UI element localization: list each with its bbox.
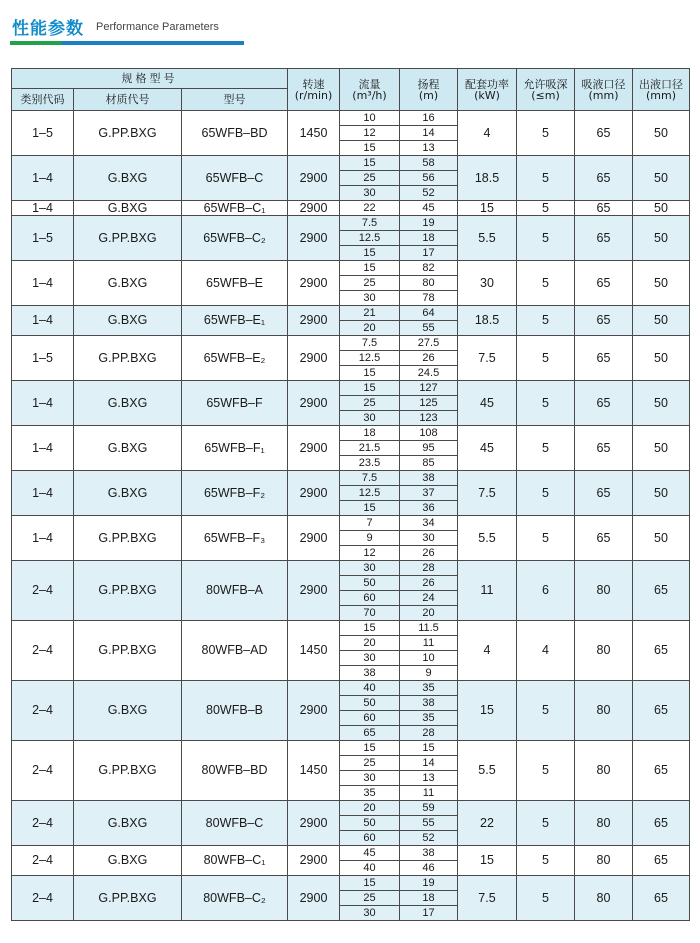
cell-model: 80WFB–A xyxy=(182,561,288,621)
cell-head: 14 xyxy=(400,756,458,771)
cell-speed: 2900 xyxy=(288,306,340,336)
cell-head: 78 xyxy=(400,291,458,306)
cell-flow: 20 xyxy=(340,801,400,816)
cell-suction: 5 xyxy=(517,876,575,921)
cell-power: 7.5 xyxy=(458,876,517,921)
cell-head: 11.5 xyxy=(400,621,458,636)
cell-speed: 2900 xyxy=(288,846,340,876)
table-row xyxy=(12,306,690,321)
cell-material: G.BXG xyxy=(74,681,182,741)
cell-flow: 45 xyxy=(340,846,400,861)
cell-suction: 5 xyxy=(517,381,575,426)
cell-material: G.PP.BXG xyxy=(74,876,182,921)
cell-flow: 35 xyxy=(340,786,400,801)
cell-head: 20 xyxy=(400,606,458,621)
cell-power: 45 xyxy=(458,381,517,426)
cell-power: 45 xyxy=(458,426,517,471)
cell-outlet: 50 xyxy=(633,516,690,561)
cell-flow: 30 xyxy=(340,411,400,426)
cell-flow: 15 xyxy=(340,366,400,381)
cell-head: 9 xyxy=(400,666,458,681)
cell-material: G.BXG xyxy=(74,846,182,876)
cell-suction: 5 xyxy=(517,471,575,516)
header-suction: 允许吸深(≤m) xyxy=(517,69,575,111)
cell-model: 65WFB–F xyxy=(182,381,288,426)
cell-category: 1–5 xyxy=(12,216,74,261)
cell-flow: 12 xyxy=(340,126,400,141)
cell-speed: 1450 xyxy=(288,741,340,801)
cell-material: G.PP.BXG xyxy=(74,621,182,681)
cell-power: 4 xyxy=(458,111,517,156)
cell-flow: 15 xyxy=(340,156,400,171)
cell-flow: 30 xyxy=(340,771,400,786)
cell-head: 19 xyxy=(400,876,458,891)
table-row xyxy=(12,261,690,276)
cell-flow: 30 xyxy=(340,651,400,666)
table-row xyxy=(12,471,690,486)
section-title: 性能参数 xyxy=(12,19,84,39)
cell-head: 125 xyxy=(400,396,458,411)
table-row xyxy=(12,111,690,126)
cell-inlet: 65 xyxy=(575,471,633,516)
cell-flow: 7.5 xyxy=(340,216,400,231)
title-underline xyxy=(10,41,244,45)
cell-inlet: 65 xyxy=(575,201,633,216)
cell-outlet: 50 xyxy=(633,336,690,381)
cell-category: 2–4 xyxy=(12,681,74,741)
cell-category: 2–4 xyxy=(12,561,74,621)
cell-category: 1–5 xyxy=(12,336,74,381)
cell-speed: 2900 xyxy=(288,216,340,261)
cell-flow: 25 xyxy=(340,171,400,186)
cell-head: 55 xyxy=(400,816,458,831)
cell-material: G.BXG xyxy=(74,306,182,336)
table-row xyxy=(12,621,690,636)
cell-flow: 21.5 xyxy=(340,441,400,456)
cell-model: 80WFB–AD xyxy=(182,621,288,681)
cell-category: 2–4 xyxy=(12,876,74,921)
header-speed: 转速 (r/min) xyxy=(288,69,340,111)
cell-head: 18 xyxy=(400,891,458,906)
cell-power: 5.5 xyxy=(458,741,517,801)
cell-head: 26 xyxy=(400,351,458,366)
cell-inlet: 65 xyxy=(575,306,633,336)
cell-head: 15 xyxy=(400,741,458,756)
cell-power: 15 xyxy=(458,681,517,741)
cell-power: 18.5 xyxy=(458,306,517,336)
cell-flow: 23.5 xyxy=(340,456,400,471)
cell-model: 80WFB–C₁ xyxy=(182,846,288,876)
cell-material: G.PP.BXG xyxy=(74,111,182,156)
cell-material: G.PP.BXG xyxy=(74,216,182,261)
cell-model: 65WFB–E₁ xyxy=(182,306,288,336)
cell-outlet: 65 xyxy=(633,681,690,741)
cell-model: 65WFB–BD xyxy=(182,111,288,156)
cell-speed: 2900 xyxy=(288,336,340,381)
cell-flow: 30 xyxy=(340,906,400,921)
table-row xyxy=(12,426,690,441)
cell-suction: 5 xyxy=(517,681,575,741)
cell-inlet: 65 xyxy=(575,426,633,471)
cell-power: 5.5 xyxy=(458,216,517,261)
cell-outlet: 50 xyxy=(633,306,690,336)
cell-outlet: 65 xyxy=(633,846,690,876)
cell-inlet: 80 xyxy=(575,621,633,681)
cell-flow: 38 xyxy=(340,666,400,681)
cell-speed: 2900 xyxy=(288,561,340,621)
cell-head: 52 xyxy=(400,831,458,846)
cell-outlet: 65 xyxy=(633,876,690,921)
cell-head: 52 xyxy=(400,186,458,201)
cell-flow: 30 xyxy=(340,561,400,576)
cell-inlet: 65 xyxy=(575,156,633,201)
cell-inlet: 65 xyxy=(575,516,633,561)
cell-head: 19 xyxy=(400,216,458,231)
cell-flow: 25 xyxy=(340,891,400,906)
cell-speed: 2900 xyxy=(288,681,340,741)
cell-inlet: 80 xyxy=(575,876,633,921)
cell-flow: 7 xyxy=(340,516,400,531)
cell-category: 2–4 xyxy=(12,621,74,681)
cell-flow: 30 xyxy=(340,186,400,201)
cell-power: 15 xyxy=(458,201,517,216)
cell-head: 28 xyxy=(400,561,458,576)
cell-speed: 2900 xyxy=(288,201,340,216)
cell-flow: 15 xyxy=(340,741,400,756)
cell-head: 13 xyxy=(400,771,458,786)
cell-flow: 10 xyxy=(340,111,400,126)
cell-outlet: 50 xyxy=(633,381,690,426)
cell-category: 2–4 xyxy=(12,741,74,801)
cell-outlet: 65 xyxy=(633,741,690,801)
header-flow: 流量 (m³/h) xyxy=(340,69,400,111)
cell-power: 11 xyxy=(458,561,517,621)
cell-category: 1–4 xyxy=(12,381,74,426)
cell-category: 2–4 xyxy=(12,846,74,876)
cell-head: 85 xyxy=(400,456,458,471)
table-body xyxy=(12,111,690,921)
cell-flow: 15 xyxy=(340,501,400,516)
cell-outlet: 50 xyxy=(633,111,690,156)
cell-inlet: 65 xyxy=(575,381,633,426)
performance-table xyxy=(11,68,690,921)
cell-head: 35 xyxy=(400,681,458,696)
cell-flow: 12.5 xyxy=(340,351,400,366)
header-model: 型号 xyxy=(182,89,288,111)
cell-inlet: 80 xyxy=(575,801,633,846)
cell-material: G.PP.BXG xyxy=(74,561,182,621)
cell-power: 22 xyxy=(458,801,517,846)
cell-power: 18.5 xyxy=(458,156,517,201)
cell-head: 108 xyxy=(400,426,458,441)
cell-power: 7.5 xyxy=(458,471,517,516)
cell-speed: 2900 xyxy=(288,516,340,561)
section-subtitle: Performance Parameters xyxy=(96,21,219,33)
table-row xyxy=(12,156,690,171)
cell-model: 80WFB–B xyxy=(182,681,288,741)
cell-flow: 15 xyxy=(340,876,400,891)
cell-suction: 5 xyxy=(517,201,575,216)
cell-flow: 15 xyxy=(340,381,400,396)
cell-outlet: 50 xyxy=(633,201,690,216)
cell-speed: 2900 xyxy=(288,471,340,516)
cell-power: 4 xyxy=(458,621,517,681)
table-row xyxy=(12,201,690,216)
cell-power: 30 xyxy=(458,261,517,306)
cell-speed: 1450 xyxy=(288,111,340,156)
cell-head: 10 xyxy=(400,651,458,666)
cell-model: 80WFB–BD xyxy=(182,741,288,801)
cell-inlet: 80 xyxy=(575,846,633,876)
cell-material: G.PP.BXG xyxy=(74,336,182,381)
table-row xyxy=(12,216,690,231)
cell-head: 11 xyxy=(400,636,458,651)
cell-suction: 5 xyxy=(517,801,575,846)
cell-model: 65WFB–C₂ xyxy=(182,216,288,261)
cell-flow: 22 xyxy=(340,201,400,216)
cell-inlet: 80 xyxy=(575,561,633,621)
cell-flow: 50 xyxy=(340,816,400,831)
cell-head: 11 xyxy=(400,786,458,801)
cell-head: 24.5 xyxy=(400,366,458,381)
header-spec-group: 规格型号 xyxy=(12,69,288,89)
cell-flow: 60 xyxy=(340,591,400,606)
cell-model: 65WFB–F₁ xyxy=(182,426,288,471)
header-material: 材质代号 xyxy=(74,89,182,111)
cell-head: 82 xyxy=(400,261,458,276)
cell-head: 26 xyxy=(400,576,458,591)
cell-category: 1–4 xyxy=(12,201,74,216)
cell-speed: 2900 xyxy=(288,801,340,846)
cell-suction: 5 xyxy=(517,516,575,561)
cell-outlet: 50 xyxy=(633,216,690,261)
cell-outlet: 65 xyxy=(633,621,690,681)
cell-flow: 15 xyxy=(340,141,400,156)
cell-flow: 65 xyxy=(340,726,400,741)
cell-head: 95 xyxy=(400,441,458,456)
cell-speed: 2900 xyxy=(288,876,340,921)
table-row xyxy=(12,336,690,351)
cell-model: 65WFB–F₃ xyxy=(182,516,288,561)
cell-model: 65WFB–E xyxy=(182,261,288,306)
cell-head: 35 xyxy=(400,711,458,726)
cell-head: 14 xyxy=(400,126,458,141)
cell-category: 1–4 xyxy=(12,306,74,336)
cell-head: 64 xyxy=(400,306,458,321)
cell-suction: 5 xyxy=(517,336,575,381)
cell-outlet: 65 xyxy=(633,801,690,846)
cell-head: 26 xyxy=(400,546,458,561)
cell-head: 18 xyxy=(400,231,458,246)
cell-flow: 25 xyxy=(340,756,400,771)
cell-flow: 20 xyxy=(340,636,400,651)
cell-head: 16 xyxy=(400,111,458,126)
cell-head: 17 xyxy=(400,246,458,261)
table-row xyxy=(12,741,690,756)
cell-head: 58 xyxy=(400,156,458,171)
cell-power: 7.5 xyxy=(458,336,517,381)
cell-flow: 7.5 xyxy=(340,336,400,351)
cell-head: 80 xyxy=(400,276,458,291)
header-category: 类别代码 xyxy=(12,89,74,111)
cell-material: G.BXG xyxy=(74,471,182,516)
cell-head: 17 xyxy=(400,906,458,921)
cell-outlet: 50 xyxy=(633,471,690,516)
cell-head: 127 xyxy=(400,381,458,396)
header-inlet: 吸液口径(mm) xyxy=(575,69,633,111)
cell-flow: 60 xyxy=(340,831,400,846)
cell-inlet: 65 xyxy=(575,111,633,156)
cell-inlet: 65 xyxy=(575,216,633,261)
cell-flow: 12 xyxy=(340,546,400,561)
cell-category: 1–4 xyxy=(12,261,74,306)
cell-power: 5.5 xyxy=(458,516,517,561)
cell-model: 80WFB–C₂ xyxy=(182,876,288,921)
cell-inlet: 65 xyxy=(575,261,633,306)
cell-head: 36 xyxy=(400,501,458,516)
cell-suction: 5 xyxy=(517,111,575,156)
cell-category: 1–4 xyxy=(12,426,74,471)
cell-head: 38 xyxy=(400,696,458,711)
cell-suction: 6 xyxy=(517,561,575,621)
cell-head: 46 xyxy=(400,861,458,876)
cell-suction: 4 xyxy=(517,621,575,681)
cell-suction: 5 xyxy=(517,216,575,261)
cell-head: 28 xyxy=(400,726,458,741)
cell-head: 24 xyxy=(400,591,458,606)
cell-outlet: 65 xyxy=(633,561,690,621)
cell-category: 2–4 xyxy=(12,801,74,846)
cell-head: 45 xyxy=(400,201,458,216)
cell-inlet: 80 xyxy=(575,681,633,741)
cell-flow: 7.5 xyxy=(340,471,400,486)
cell-head: 30 xyxy=(400,531,458,546)
cell-material: G.BXG xyxy=(74,156,182,201)
cell-flow: 18 xyxy=(340,426,400,441)
cell-suction: 5 xyxy=(517,261,575,306)
cell-flow: 20 xyxy=(340,321,400,336)
cell-head: 59 xyxy=(400,801,458,816)
cell-outlet: 50 xyxy=(633,426,690,471)
cell-material: G.BXG xyxy=(74,201,182,216)
cell-speed: 1450 xyxy=(288,621,340,681)
cell-model: 80WFB–C xyxy=(182,801,288,846)
cell-outlet: 50 xyxy=(633,261,690,306)
table-row xyxy=(12,801,690,816)
cell-suction: 5 xyxy=(517,306,575,336)
cell-flow: 30 xyxy=(340,291,400,306)
table-row xyxy=(12,681,690,696)
cell-suction: 5 xyxy=(517,846,575,876)
page-header xyxy=(0,0,700,50)
cell-head: 56 xyxy=(400,171,458,186)
cell-suction: 5 xyxy=(517,156,575,201)
cell-material: G.BXG xyxy=(74,426,182,471)
cell-flow: 50 xyxy=(340,696,400,711)
cell-flow: 21 xyxy=(340,306,400,321)
cell-speed: 2900 xyxy=(288,261,340,306)
cell-category: 1–4 xyxy=(12,471,74,516)
cell-flow: 15 xyxy=(340,621,400,636)
cell-material: G.PP.BXG xyxy=(74,516,182,561)
cell-model: 65WFB–F₂ xyxy=(182,471,288,516)
cell-head: 38 xyxy=(400,471,458,486)
table-row xyxy=(12,561,690,576)
cell-flow: 60 xyxy=(340,711,400,726)
cell-material: G.BXG xyxy=(74,381,182,426)
cell-flow: 70 xyxy=(340,606,400,621)
cell-flow: 15 xyxy=(340,246,400,261)
cell-category: 1–4 xyxy=(12,156,74,201)
cell-category: 1–4 xyxy=(12,516,74,561)
cell-model: 65WFB–C₁ xyxy=(182,201,288,216)
table-row xyxy=(12,516,690,531)
cell-speed: 2900 xyxy=(288,426,340,471)
cell-flow: 40 xyxy=(340,681,400,696)
cell-flow: 40 xyxy=(340,861,400,876)
cell-head: 37 xyxy=(400,486,458,501)
cell-head: 38 xyxy=(400,846,458,861)
cell-head: 34 xyxy=(400,516,458,531)
cell-material: G.PP.BXG xyxy=(74,741,182,801)
table-row xyxy=(12,846,690,861)
cell-head: 55 xyxy=(400,321,458,336)
cell-model: 65WFB–C xyxy=(182,156,288,201)
cell-inlet: 80 xyxy=(575,741,633,801)
header-outlet: 出液口径(mm) xyxy=(633,69,690,111)
cell-flow: 15 xyxy=(340,261,400,276)
header-head: 扬程 (m) xyxy=(400,69,458,111)
cell-flow: 12.5 xyxy=(340,231,400,246)
table-row xyxy=(12,876,690,891)
cell-speed: 2900 xyxy=(288,156,340,201)
cell-flow: 50 xyxy=(340,576,400,591)
table-row xyxy=(12,381,690,396)
cell-flow: 12.5 xyxy=(340,486,400,501)
cell-speed: 2900 xyxy=(288,381,340,426)
cell-outlet: 50 xyxy=(633,156,690,201)
cell-material: G.BXG xyxy=(74,801,182,846)
cell-category: 1–5 xyxy=(12,111,74,156)
cell-flow: 9 xyxy=(340,531,400,546)
cell-material: G.BXG xyxy=(74,261,182,306)
cell-flow: 25 xyxy=(340,276,400,291)
header-power: 配套功率(kW) xyxy=(458,69,517,111)
cell-suction: 5 xyxy=(517,741,575,801)
cell-head: 13 xyxy=(400,141,458,156)
cell-power: 15 xyxy=(458,846,517,876)
cell-inlet: 65 xyxy=(575,336,633,381)
cell-model: 65WFB–E₂ xyxy=(182,336,288,381)
cell-suction: 5 xyxy=(517,426,575,471)
cell-head: 123 xyxy=(400,411,458,426)
cell-flow: 25 xyxy=(340,396,400,411)
cell-head: 27.5 xyxy=(400,336,458,351)
